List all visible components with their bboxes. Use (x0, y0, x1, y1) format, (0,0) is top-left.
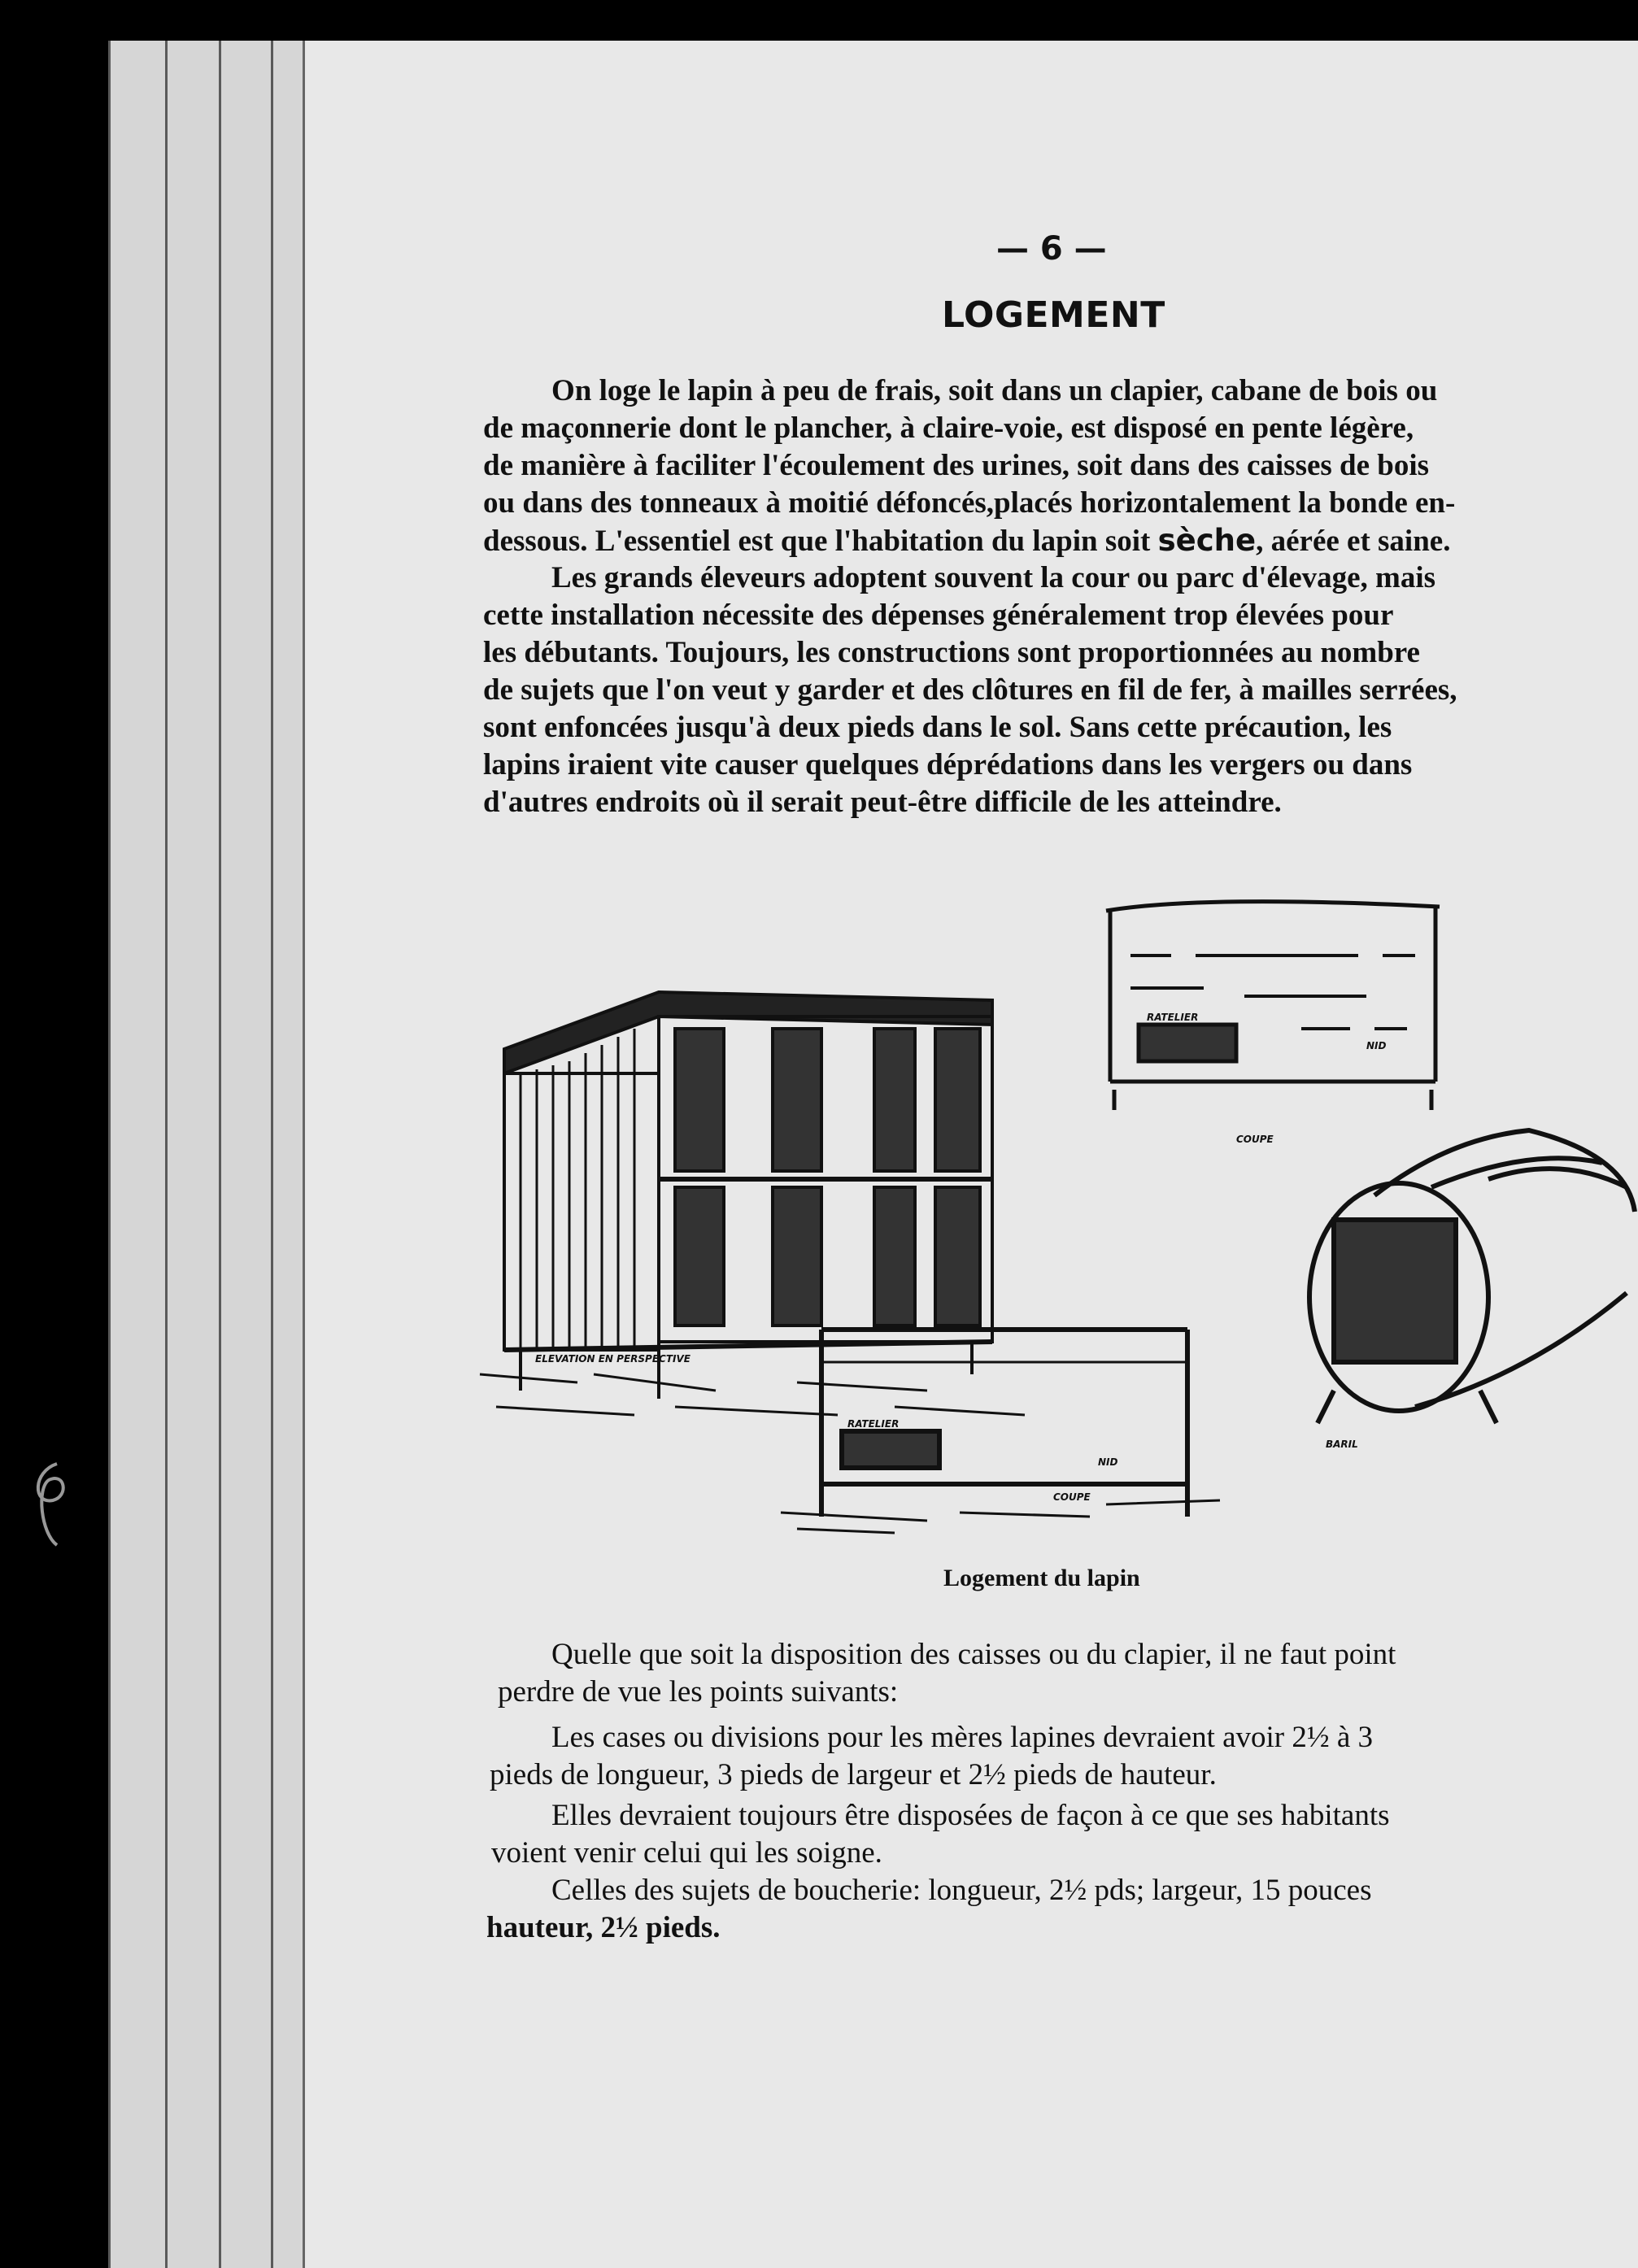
text-line: de sujets que l'on veut y garder et des clôtures en fil de fer, à mailles serrées, (483, 673, 1457, 707)
text-line (483, 522, 1638, 560)
barrel-hutch-drawing (1309, 1130, 1635, 1450)
page-number: — 6 — (996, 230, 1107, 268)
rabbit-housing-illustration (472, 886, 1638, 1545)
page-edge (271, 31, 273, 2268)
paragraph-3 (483, 1636, 1638, 1711)
text-segment: , aérée et saine. (1256, 525, 1451, 558)
text-line: pieds de longueur, 3 pieds de largeur et 2½ pieds de hauteur. (490, 1758, 1217, 1791)
paragraph-4 (483, 1719, 1638, 1794)
page-edge (108, 31, 111, 2268)
label-elevation: ELEVATION EN PERSPECTIVE (535, 1353, 690, 1365)
text-line: d'autres endroits où il serait peut-être difficile de les atteindre. (483, 786, 1282, 819)
text-line: sont enfoncées jusqu'à deux pieds dans le sol. Sans cette précaution, les (483, 711, 1392, 744)
text-segment: dessous. L'essentiel est que l'habitation du lapin soit (483, 525, 1158, 558)
paragraph-5 (483, 1797, 1638, 1872)
text-line: de maçonnerie dont le plancher, à claire-voie, est disposé en pente légère, (483, 411, 1414, 445)
scan-border (0, 0, 1638, 41)
text-line: Celles des sujets de boucherie: longueur, 2½ pds; largeur, 15 pouces (551, 1874, 1372, 1907)
text-line: cette installation nécessite des dépenses généralement trop élevées pour (483, 599, 1394, 632)
hutch-perspective-drawing (480, 992, 1025, 1415)
text-line: Elles devraient toujours être disposées de façon à ce que ses habitants (551, 1799, 1390, 1832)
cross-section-upper-drawing (1106, 902, 1440, 1145)
label-nid-upper: NID (1366, 1040, 1387, 1051)
page-edge (219, 31, 221, 2268)
label-nid-lower: NID (1098, 1456, 1118, 1468)
label-coupe-lower: COUPE (1053, 1491, 1091, 1503)
text-line: Les grands éleveurs adoptent souvent la cour ou parc d'élevage, mais (551, 561, 1436, 594)
paragraph-2 (483, 559, 1638, 821)
figure-caption: Logement du lapin (943, 1565, 1140, 1591)
text-line: Les cases ou divisions pour les mères lapines devraient avoir 2½ à 3 (551, 1721, 1374, 1754)
label-ratelier-upper: RATELIER (1147, 1012, 1199, 1023)
text-line: lapins iraient vite causer quelques déprédations dans les vergers ou dans (483, 748, 1413, 781)
text-line: voient venir celui qui les soigne. (491, 1836, 882, 1870)
paragraph-6 (483, 1872, 1638, 1947)
text-line: Quelle que soit la disposition des caisses ou du clapier, il ne faut point (551, 1638, 1396, 1671)
label-baril: BARIL (1326, 1439, 1358, 1450)
text-line: ou dans des tonneaux à moitié défoncés,placés horizontalement la bonde en- (483, 486, 1456, 520)
paragraph-1 (483, 372, 1638, 560)
page-edge (165, 31, 168, 2268)
text-line: On loge le lapin à peu de frais, soit dans un clapier, cabane de bois ou (551, 374, 1438, 407)
label-coupe-upper: COUPE (1236, 1134, 1274, 1145)
margin-mark (24, 1456, 81, 1553)
label-ratelier-lower: RATELIER (847, 1418, 900, 1430)
cross-section-lower-drawing (781, 1330, 1220, 1533)
emphasis-word: sèche (1157, 523, 1257, 558)
text-line: de manière à faciliter l'écoulement des urines, soit dans des caisses de bois (483, 449, 1430, 482)
text-line: hauteur, 2½ pieds. (486, 1911, 721, 1944)
text-line: perdre de vue les points suivants: (498, 1675, 899, 1709)
text-line: les débutants. Toujours, les constructions sont proportionnées au nombre (483, 636, 1420, 669)
section-title: LOGEMENT (942, 294, 1165, 336)
